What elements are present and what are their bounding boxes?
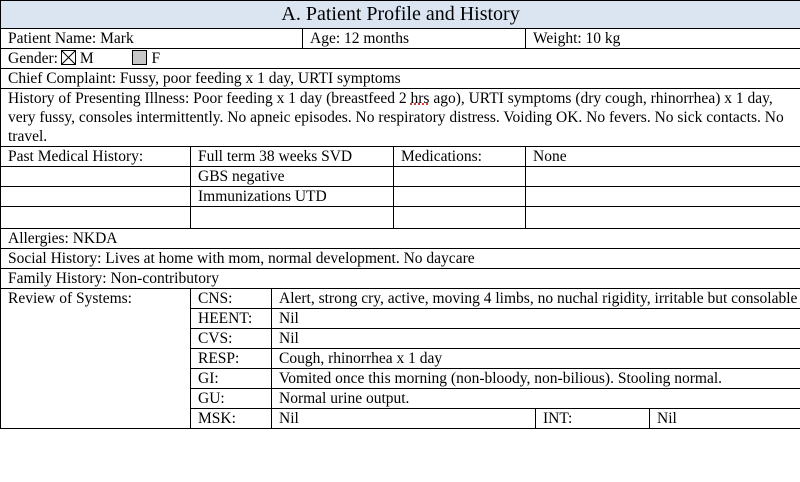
hpi-text-end: ago), URTI symptoms (dry cough, rhinorrhea) x 1 day, very fussy, consoles intermittently. No apneic episodes. No respiratory distress. Voiding OK. No fevers. No sick contacts. No travel. bbox=[8, 90, 784, 145]
medication-item bbox=[526, 187, 800, 207]
pmh-label: Past Medical History: bbox=[1, 147, 191, 167]
pmh-label-blank bbox=[1, 187, 191, 207]
gender-m-label: M bbox=[79, 50, 94, 67]
pmh-item: Full term 38 weeks SVD bbox=[191, 147, 394, 167]
medication-item bbox=[526, 167, 800, 187]
pmh-label-blank bbox=[1, 167, 191, 187]
gender-label: Gender: bbox=[8, 50, 58, 67]
social-history: Social History: Lives at home with mom, normal development. No daycare bbox=[1, 249, 800, 269]
pmh-label-blank bbox=[1, 207, 191, 229]
ros-system: GI: bbox=[191, 369, 272, 389]
ros-finding: Nil bbox=[272, 329, 800, 349]
ros-finding: Vomited once this morning (non-bloody, non-bilious). Stooling normal. bbox=[272, 369, 800, 389]
ros-label: Review of Systems: bbox=[1, 289, 191, 429]
section-title: A. Patient Profile and History bbox=[1, 1, 800, 29]
ros-system-int: INT: bbox=[536, 409, 650, 429]
ros-finding: Alert, strong cry, active, moving 4 limbs, no nuchal rigidity, irritable but consolable bbox=[272, 289, 800, 309]
ros-finding: Normal urine output. bbox=[272, 389, 800, 409]
medications-label-blank bbox=[394, 187, 526, 207]
ros-system: CVS: bbox=[191, 329, 272, 349]
pmh-item: Immunizations UTD bbox=[191, 187, 394, 207]
gender-f-checkbox[interactable] bbox=[132, 50, 147, 65]
allergies: Allergies: NKDA bbox=[1, 229, 800, 249]
ros-system: HEENT: bbox=[191, 309, 272, 329]
ros-finding: Cough, rhinorrhea x 1 day bbox=[272, 349, 800, 369]
ros-system-msk: MSK: bbox=[191, 409, 272, 429]
medications-label-blank bbox=[394, 167, 526, 187]
ros-finding-msk: Nil bbox=[272, 409, 536, 429]
medications-label: Medications: bbox=[394, 147, 526, 167]
patient-name: Patient Name: Mark bbox=[1, 29, 303, 49]
hpi-text-start: History of Presenting Illness: Poor feeding x 1 day (breastfeed 2 bbox=[8, 90, 411, 107]
medication-item: None bbox=[526, 147, 800, 167]
ros-system: GU: bbox=[191, 389, 272, 409]
medications-label-blank bbox=[394, 207, 526, 229]
checkbox-x-icon bbox=[62, 51, 75, 64]
hpi-text-hrs: hrs bbox=[410, 90, 430, 107]
gender-row bbox=[1, 49, 800, 69]
medication-item bbox=[526, 207, 800, 229]
patient-weight: Weight: 10 kg bbox=[526, 29, 800, 49]
pmh-item: GBS negative bbox=[191, 167, 394, 187]
ros-finding: Nil bbox=[272, 309, 800, 329]
ros-system: RESP: bbox=[191, 349, 272, 369]
family-history: Family History: Non-contributory bbox=[1, 269, 800, 289]
gender-f-label: F bbox=[151, 50, 161, 67]
ros-finding-int: Nil bbox=[650, 409, 800, 429]
pmh-item bbox=[191, 207, 394, 229]
gender-m-checkbox[interactable] bbox=[61, 50, 76, 65]
history-presenting-illness bbox=[1, 89, 800, 147]
patient-age: Age: 12 months bbox=[303, 29, 526, 49]
ros-system: CNS: bbox=[191, 289, 272, 309]
chief-complaint: Chief Complaint: Fussy, poor feeding x 1 day, URTI symptoms bbox=[1, 69, 800, 89]
